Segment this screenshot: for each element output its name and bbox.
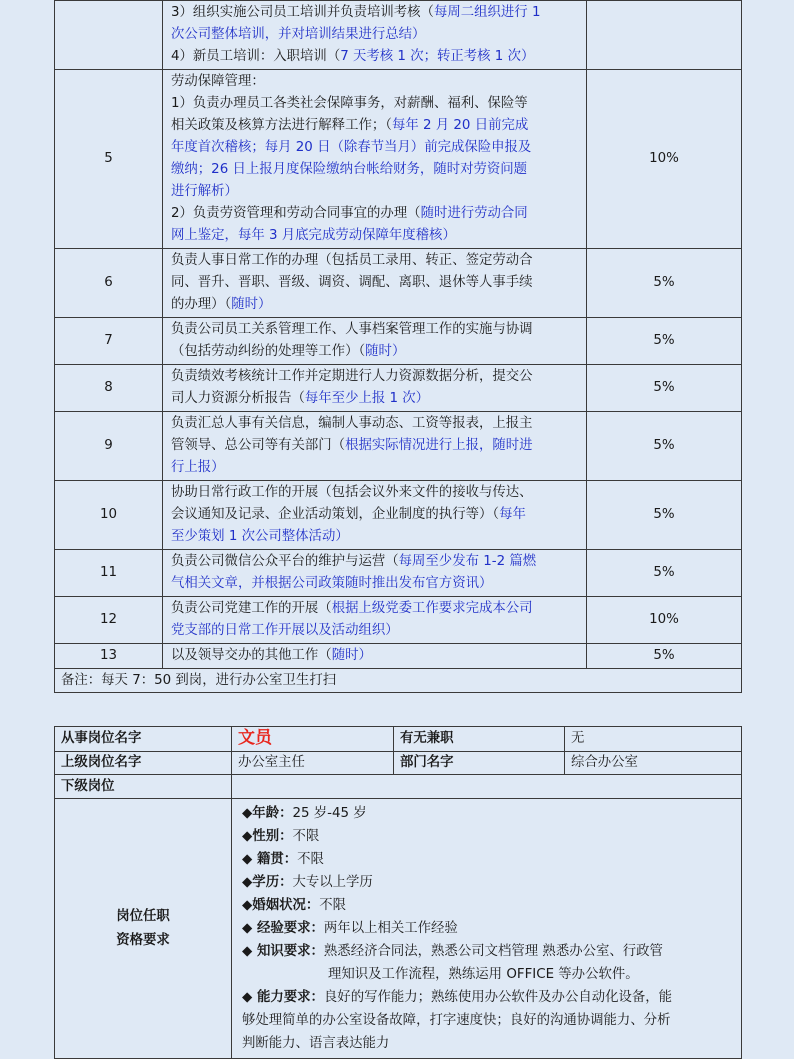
duty-row	[55, 597, 742, 644]
duty-line	[171, 504, 578, 526]
label-superior: 上级岗位名字	[55, 752, 232, 775]
label-subordinate: 下级岗位	[55, 775, 232, 799]
requirement-item	[242, 986, 733, 1009]
duty-row	[55, 249, 742, 318]
requirement-item	[242, 1032, 733, 1055]
duty-line	[171, 24, 578, 46]
duty-line	[171, 341, 578, 363]
duty-line	[171, 435, 578, 457]
duty-schedule-text: 每年	[499, 507, 526, 522]
duty-line	[171, 46, 578, 68]
note-text: 备注：每天 7：50 到岗，进行办公室卫生打扫	[55, 669, 742, 693]
duty-number	[55, 1, 163, 70]
value-position-name	[232, 727, 394, 752]
duty-description	[163, 1, 587, 70]
duty-text: 劳动保障管理：	[171, 74, 265, 89]
requirement-item	[242, 894, 733, 917]
duty-weight: 5%	[587, 481, 742, 550]
requirement-value: 良好的写作能力；熟练使用办公软件及办公自动化设备，能	[323, 990, 673, 1005]
requirement-value: 大专以上学历	[292, 875, 373, 890]
duty-number: 9	[55, 412, 163, 481]
duty-schedule-text: 随时）	[231, 297, 272, 312]
duty-schedule-text: 根据上级党委工作要求完成本公司	[331, 601, 533, 616]
duty-description	[163, 597, 587, 644]
duty-number: 7	[55, 318, 163, 365]
duty-description	[163, 481, 587, 550]
duty-schedule-text: 每年 2 月 20 日前完成	[391, 118, 529, 133]
row-requirements	[55, 799, 742, 1059]
duty-number: 6	[55, 249, 163, 318]
duty-schedule-text: 随时）	[365, 344, 406, 359]
duty-line	[171, 388, 578, 410]
duty-line	[171, 159, 578, 181]
requirement-key: ◆年龄：	[242, 806, 293, 821]
duty-schedule-text: 党支部的日常工作开展以及活动组织）	[171, 623, 399, 638]
duty-text: 负责公司员工关系管理工作、人事档案管理工作的实施与协调	[171, 322, 533, 337]
duty-text: 负责绩效考核统计工作并定期进行人力资源数据分析，提交公	[171, 369, 533, 384]
label-dept: 部门名字	[394, 752, 565, 775]
duty-line	[171, 457, 578, 479]
duty-line	[171, 413, 578, 435]
duty-line	[171, 2, 578, 24]
requirement-value: 熟悉经济合同法，熟悉公司文档管理 熟悉办公室、行政管	[323, 944, 663, 959]
duty-schedule-text: 每年至少上报 1 次）	[304, 391, 430, 406]
duty-line	[171, 573, 578, 595]
label-parttime: 有无兼职	[394, 727, 565, 752]
duty-text: 1）负责办理员工各类社会保障事务，对薪酬、福利、保险等	[171, 96, 528, 111]
requirement-key: ◆ 知识要求：	[242, 944, 324, 959]
duty-line	[171, 181, 578, 203]
requirement-value: 不限	[297, 852, 324, 867]
label-req-line-2: 资格要求	[116, 932, 170, 948]
requirement-key: ◆学历：	[242, 875, 293, 890]
duty-schedule-text: 年度首次稽核；每月 20 日（除春节当月）前完成保险申报及	[171, 140, 532, 155]
duty-text: 3）组织实施公司员工培训并负责培训考核（	[171, 5, 434, 20]
duty-line	[171, 551, 578, 573]
duty-weight: 5%	[587, 550, 742, 597]
row-superior	[55, 752, 742, 775]
requirement-key: ◆ 籍贯：	[242, 852, 298, 867]
duty-number: 10	[55, 481, 163, 550]
duty-text: 司人力资源分析报告（	[171, 391, 305, 406]
requirement-value: 不限	[292, 829, 320, 844]
duty-weight: 5%	[587, 412, 742, 481]
duty-weight: 5%	[587, 365, 742, 412]
duty-description	[163, 644, 587, 669]
duty-schedule-text: 随时）	[331, 648, 372, 663]
duty-row	[55, 550, 742, 597]
duty-line	[171, 294, 578, 316]
value-subordinate	[232, 775, 742, 799]
duty-text: 4）新员工培训：入职培训（	[171, 49, 341, 64]
requirements-list	[242, 802, 733, 1055]
duty-weight: 5%	[587, 249, 742, 318]
duty-schedule-text: 行上报）	[171, 460, 225, 475]
duty-text: 负责公司微信公众平台的维护与运营（	[171, 554, 399, 569]
duty-schedule-text: 每周二组织进行 1	[433, 5, 541, 20]
duty-line	[171, 93, 578, 115]
requirement-item	[242, 1009, 733, 1032]
duty-text: 以及领导交办的其他工作（	[171, 648, 332, 663]
duty-line	[171, 319, 578, 341]
duty-number: 13	[55, 644, 163, 669]
duty-description	[163, 365, 587, 412]
duty-text: 的办理）（	[171, 297, 232, 312]
duty-line	[171, 203, 578, 225]
duty-number: 8	[55, 365, 163, 412]
duty-schedule-text: 根据实际情况进行上报，随时进	[345, 438, 533, 453]
requirement-key: ◆性别：	[242, 829, 293, 844]
duty-schedule-text: 气相关文章，并根据公司政策随时推出发布官方资讯）	[171, 576, 493, 591]
duty-row	[55, 412, 742, 481]
duty-text: 会议通知及记录、企业活动策划，企业制度的执行等）（	[171, 507, 500, 522]
duty-line	[171, 526, 578, 548]
duty-schedule-text: 缴纳；26 日上报月度保险缴纳台帐给财务，随时对劳资问题	[171, 162, 528, 177]
duty-row	[55, 365, 742, 412]
requirement-item	[242, 917, 733, 940]
row-position-name	[55, 727, 742, 752]
duty-line	[171, 645, 578, 667]
duty-text: （包括劳动纠纷的处理等工作）（	[171, 344, 366, 359]
requirement-key: ◆ 能力要求：	[242, 990, 324, 1005]
duty-row	[55, 481, 742, 550]
label-requirements	[55, 799, 232, 1059]
duty-description	[163, 550, 587, 597]
duty-number: 11	[55, 550, 163, 597]
duty-line	[171, 225, 578, 247]
duty-row	[55, 1, 742, 70]
duty-line	[171, 482, 578, 504]
requirement-item	[242, 825, 733, 848]
requirement-item	[242, 963, 733, 986]
duty-text: 2）负责劳资管理和劳动合同事宜的办理（	[171, 206, 421, 221]
label-req-line-1: 岗位任职	[116, 908, 170, 924]
requirements-cell	[232, 799, 742, 1059]
requirement-item	[242, 871, 733, 894]
duty-schedule-text: 随时进行劳动合同	[420, 206, 528, 221]
requirement-item	[242, 848, 733, 871]
duty-row	[55, 318, 742, 365]
requirement-value: 理知识及工作流程，熟练运用 OFFICE 等办公软件。	[328, 967, 639, 982]
duty-schedule-text: 次公司整体培训，并对培训结果进行总结）	[171, 27, 426, 42]
duty-schedule-text: 7 天考核 1 次；转正考核 1 次）	[340, 49, 535, 64]
position-name-value: 文员	[238, 728, 272, 748]
duty-text: 负责人事日常工作的办理（包括员工录用、转正、签定劳动合	[171, 253, 533, 268]
requirement-value: 25 岁-45 岁	[292, 806, 367, 821]
duty-weight: 5%	[587, 644, 742, 669]
duty-text: 负责公司党建工作的开展（	[171, 601, 332, 616]
duty-weight: 10%	[587, 70, 742, 249]
requirement-value: 判断能力、语言表达能力	[242, 1036, 390, 1051]
requirement-item	[242, 940, 733, 963]
value-superior: 办公室主任	[232, 752, 394, 775]
note-row	[55, 669, 742, 693]
duty-row	[55, 70, 742, 249]
duty-number: 5	[55, 70, 163, 249]
duty-text: 负责汇总人事有关信息，编制人事动态、工资等报表，上报主	[171, 416, 533, 431]
duty-line	[171, 71, 578, 93]
value-parttime: 无	[565, 727, 742, 752]
duty-line	[171, 272, 578, 294]
value-dept: 综合办公室	[565, 752, 742, 775]
duty-text: 相关政策及核算方法进行解释工作；（	[171, 118, 392, 133]
requirement-item	[242, 802, 733, 825]
duty-schedule-text: 至少策划 1 次公司整体活动）	[171, 529, 349, 544]
duty-description	[163, 412, 587, 481]
duty-line	[171, 250, 578, 272]
duty-weight: 5%	[587, 318, 742, 365]
duty-schedule-text: 网上鉴定，每年 3 月底完成劳动保障年度稽核）	[171, 228, 456, 243]
duty-text: 协助日常行政工作的开展（包括会议外来文件的接收与传达、	[171, 485, 533, 500]
duty-line	[171, 598, 578, 620]
duties-table	[54, 0, 742, 693]
duty-number: 12	[55, 597, 163, 644]
requirement-key: ◆ 经验要求：	[242, 921, 324, 936]
requirement-value: 够处理简单的办公室设备故障，打字速度快；良好的沟通协调能力、分析	[242, 1013, 671, 1028]
duty-schedule-text: 进行解析）	[171, 184, 238, 199]
duty-description	[163, 249, 587, 318]
duty-schedule-text: 每周至少发布 1-2 篇燃	[398, 554, 537, 569]
row-subordinate	[55, 775, 742, 799]
duty-description	[163, 70, 587, 249]
duty-weight	[587, 1, 742, 70]
duty-line	[171, 366, 578, 388]
requirement-value: 两年以上相关工作经验	[323, 921, 458, 936]
duty-text: 同、晋升、晋职、晋级、调资、调配、离职、退休等人事手续	[171, 275, 533, 290]
duty-line	[171, 115, 578, 137]
requirement-key: ◆婚姻状况：	[242, 898, 320, 913]
duty-description	[163, 318, 587, 365]
label-position-name: 从事岗位名字	[55, 727, 232, 752]
duty-line	[171, 137, 578, 159]
requirement-value: 不限	[319, 898, 347, 913]
duty-line	[171, 620, 578, 642]
position-table	[54, 726, 742, 1059]
duty-row	[55, 644, 742, 669]
duty-weight: 10%	[587, 597, 742, 644]
duty-text: 管领导、总公司等有关部门（	[171, 438, 346, 453]
